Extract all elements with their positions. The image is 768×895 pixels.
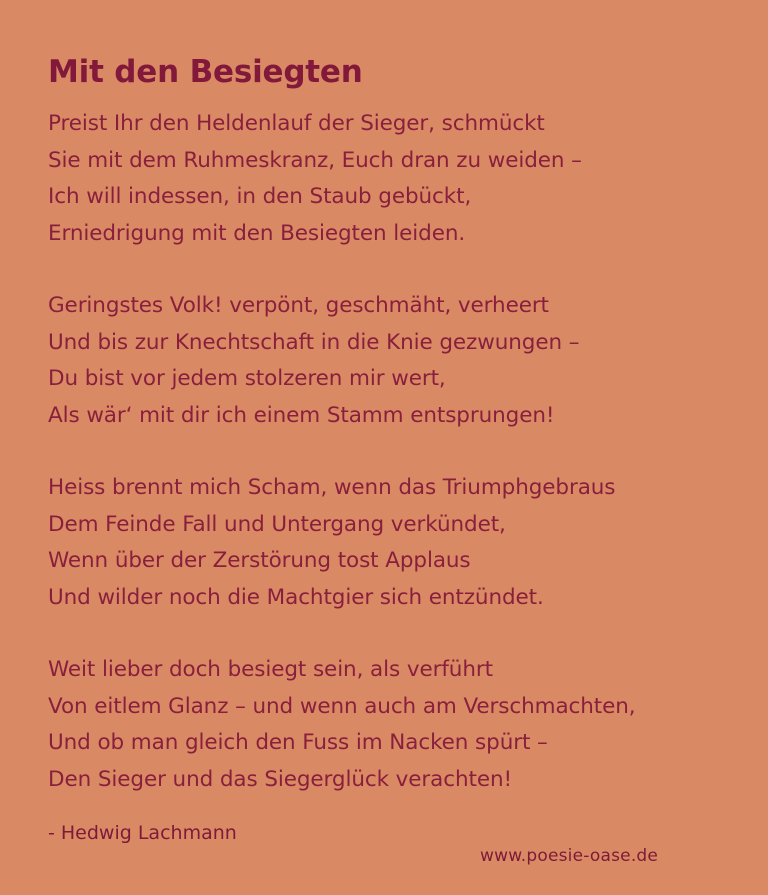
poem-line: Ich will indessen, in den Staub gebückt, [48, 184, 472, 209]
site-url: www.poesie-oase.de [480, 846, 659, 866]
poem-author: - Hedwig Lachmann [48, 822, 237, 844]
poem-line: Du bist vor jedem stolzeren mir wert, [48, 366, 446, 391]
poem-line: Preist Ihr den Heldenlauf der Sieger, schmückt [48, 111, 545, 136]
poem-card [48, 52, 738, 798]
poem-line: Weit lieber doch besiegt sein, als verführt [48, 657, 493, 682]
poem-line: Wenn über der Zerstörung tost Applaus [48, 548, 471, 573]
poem-line: Geringstes Volk! verpönt, geschmäht, verheert [48, 293, 549, 318]
poem-line: Dem Feinde Fall und Untergang verkündet, [48, 511, 506, 537]
poem-line: Und wilder noch die Machtgier sich entzündet. [48, 584, 544, 610]
poem-line: Und bis zur Knechtschaft in die Knie gezwungen – [48, 329, 580, 355]
poem-line: Und ob man gleich den Fuss im Nacken spürt – [48, 730, 548, 755]
poem-line: Erniedrigung mit den Besiegten leiden. [48, 220, 466, 246]
poem-line: Den Sieger und das Siegerglück verachten! [48, 766, 512, 792]
poem-line: Sie mit dem Ruhmeskranz, Euch dran zu weiden – [48, 147, 582, 173]
poem-title: Mit den Besiegten [48, 54, 363, 90]
stanza-4 [48, 652, 738, 798]
stanza-1 [48, 106, 738, 252]
stanza-2 [48, 288, 738, 434]
stanza-3 [48, 470, 738, 616]
poem-line: Als wär‘ mit dir ich einem Stamm entsprungen! [48, 402, 555, 428]
poem-line: Von eitlem Glanz – und wenn auch am Verschmachten, [48, 693, 636, 719]
poem-line: Heiss brennt mich Scham, wenn das Triumphgebraus [48, 475, 616, 500]
